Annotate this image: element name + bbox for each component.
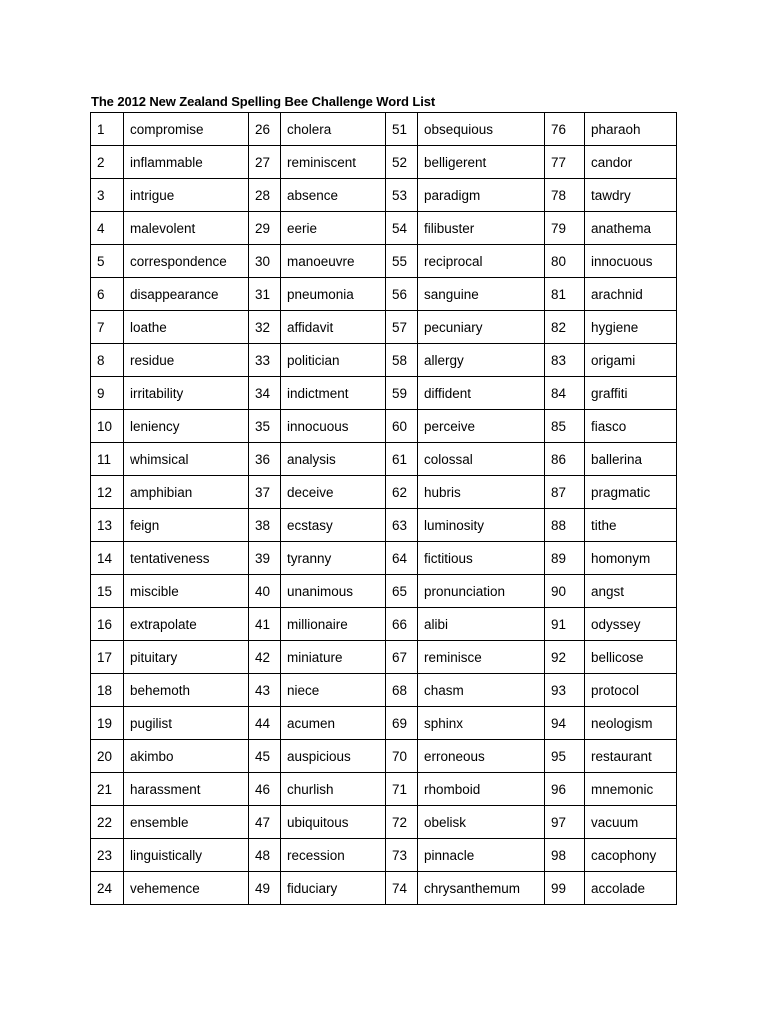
word-number-cell: 32 (249, 311, 281, 344)
word-cell: fictitious (418, 542, 545, 575)
word-cell: politician (281, 344, 386, 377)
word-cell: compromise (124, 113, 249, 146)
word-cell: intrigue (124, 179, 249, 212)
word-number-cell: 15 (91, 575, 124, 608)
word-number-cell: 88 (545, 509, 585, 542)
word-cell: graffiti (585, 377, 677, 410)
word-cell: extrapolate (124, 608, 249, 641)
word-number-cell: 74 (386, 872, 418, 905)
word-number-cell: 22 (91, 806, 124, 839)
word-cell: absence (281, 179, 386, 212)
word-number-cell: 48 (249, 839, 281, 872)
word-cell: churlish (281, 773, 386, 806)
word-cell: ecstasy (281, 509, 386, 542)
word-cell: pecuniary (418, 311, 545, 344)
word-cell: protocol (585, 674, 677, 707)
word-cell: cacophony (585, 839, 677, 872)
table-row (91, 245, 677, 278)
word-number-cell: 37 (249, 476, 281, 509)
word-cell: vehemence (124, 872, 249, 905)
word-cell: ballerina (585, 443, 677, 476)
table-row (91, 707, 677, 740)
word-cell: ubiquitous (281, 806, 386, 839)
word-cell: arachnid (585, 278, 677, 311)
word-number-cell: 31 (249, 278, 281, 311)
word-cell: pinnacle (418, 839, 545, 872)
word-number-cell: 77 (545, 146, 585, 179)
word-cell: neologism (585, 707, 677, 740)
word-cell: analysis (281, 443, 386, 476)
table-row (91, 146, 677, 179)
word-cell: harassment (124, 773, 249, 806)
word-cell: pituitary (124, 641, 249, 674)
word-cell: paradigm (418, 179, 545, 212)
table-row (91, 377, 677, 410)
word-cell: disappearance (124, 278, 249, 311)
word-number-cell: 69 (386, 707, 418, 740)
table-row (91, 740, 677, 773)
word-cell: millionaire (281, 608, 386, 641)
word-cell: anathema (585, 212, 677, 245)
word-number-cell: 80 (545, 245, 585, 278)
word-number-cell: 1 (91, 113, 124, 146)
word-number-cell: 76 (545, 113, 585, 146)
word-number-cell: 45 (249, 740, 281, 773)
word-number-cell: 52 (386, 146, 418, 179)
word-number-cell: 41 (249, 608, 281, 641)
word-number-cell: 68 (386, 674, 418, 707)
word-number-cell: 34 (249, 377, 281, 410)
word-number-cell: 43 (249, 674, 281, 707)
word-cell: reminiscent (281, 146, 386, 179)
word-number-cell: 8 (91, 344, 124, 377)
word-cell: filibuster (418, 212, 545, 245)
word-cell: akimbo (124, 740, 249, 773)
word-number-cell: 79 (545, 212, 585, 245)
word-cell: candor (585, 146, 677, 179)
word-number-cell: 7 (91, 311, 124, 344)
word-cell: tyranny (281, 542, 386, 575)
word-number-cell: 98 (545, 839, 585, 872)
word-cell: bellicose (585, 641, 677, 674)
word-cell: acumen (281, 707, 386, 740)
word-number-cell: 93 (545, 674, 585, 707)
word-cell: leniency (124, 410, 249, 443)
word-number-cell: 86 (545, 443, 585, 476)
word-cell: deceive (281, 476, 386, 509)
word-cell: tentativeness (124, 542, 249, 575)
word-cell: tawdry (585, 179, 677, 212)
word-number-cell: 23 (91, 839, 124, 872)
word-cell: allergy (418, 344, 545, 377)
word-number-cell: 73 (386, 839, 418, 872)
word-cell: chrysanthemum (418, 872, 545, 905)
word-number-cell: 9 (91, 377, 124, 410)
word-number-cell: 72 (386, 806, 418, 839)
word-number-cell: 30 (249, 245, 281, 278)
word-cell: recession (281, 839, 386, 872)
word-number-cell: 63 (386, 509, 418, 542)
word-cell: pharaoh (585, 113, 677, 146)
word-cell: obelisk (418, 806, 545, 839)
word-cell: perceive (418, 410, 545, 443)
table-row (91, 608, 677, 641)
word-cell: pragmatic (585, 476, 677, 509)
word-number-cell: 24 (91, 872, 124, 905)
word-number-cell: 81 (545, 278, 585, 311)
word-cell: restaurant (585, 740, 677, 773)
word-number-cell: 10 (91, 410, 124, 443)
word-number-cell: 51 (386, 113, 418, 146)
word-cell: auspicious (281, 740, 386, 773)
word-number-cell: 94 (545, 707, 585, 740)
word-cell: linguistically (124, 839, 249, 872)
word-number-cell: 39 (249, 542, 281, 575)
word-cell: mnemonic (585, 773, 677, 806)
word-cell: manoeuvre (281, 245, 386, 278)
table-row (91, 113, 677, 146)
table-row (91, 443, 677, 476)
word-number-cell: 29 (249, 212, 281, 245)
word-number-cell: 35 (249, 410, 281, 443)
word-number-cell: 46 (249, 773, 281, 806)
word-number-cell: 28 (249, 179, 281, 212)
word-cell: sanguine (418, 278, 545, 311)
word-cell: indictment (281, 377, 386, 410)
word-cell: homonym (585, 542, 677, 575)
table-row (91, 476, 677, 509)
word-cell: amphibian (124, 476, 249, 509)
word-cell: reminisce (418, 641, 545, 674)
word-cell: reciprocal (418, 245, 545, 278)
table-row (91, 542, 677, 575)
word-number-cell: 96 (545, 773, 585, 806)
word-number-cell: 17 (91, 641, 124, 674)
word-cell: feign (124, 509, 249, 542)
word-cell: pronunciation (418, 575, 545, 608)
word-number-cell: 26 (249, 113, 281, 146)
table-row (91, 179, 677, 212)
word-cell: hygiene (585, 311, 677, 344)
word-number-cell: 92 (545, 641, 585, 674)
word-cell: obsequious (418, 113, 545, 146)
word-cell: correspondence (124, 245, 249, 278)
word-number-cell: 59 (386, 377, 418, 410)
word-cell: hubris (418, 476, 545, 509)
word-number-cell: 20 (91, 740, 124, 773)
word-cell: eerie (281, 212, 386, 245)
word-cell: tithe (585, 509, 677, 542)
word-number-cell: 82 (545, 311, 585, 344)
table-row (91, 641, 677, 674)
table-row (91, 674, 677, 707)
word-number-cell: 89 (545, 542, 585, 575)
table-row (91, 278, 677, 311)
word-cell: odyssey (585, 608, 677, 641)
table-row (91, 212, 677, 245)
word-number-cell: 54 (386, 212, 418, 245)
word-cell: inflammable (124, 146, 249, 179)
table-row (91, 575, 677, 608)
word-number-cell: 16 (91, 608, 124, 641)
word-number-cell: 18 (91, 674, 124, 707)
word-number-cell: 66 (386, 608, 418, 641)
table-row (91, 410, 677, 443)
word-number-cell: 64 (386, 542, 418, 575)
word-number-cell: 70 (386, 740, 418, 773)
word-cell: vacuum (585, 806, 677, 839)
word-number-cell: 85 (545, 410, 585, 443)
word-number-cell: 60 (386, 410, 418, 443)
word-number-cell: 11 (91, 443, 124, 476)
word-cell: pugilist (124, 707, 249, 740)
word-number-cell: 14 (91, 542, 124, 575)
word-number-cell: 87 (545, 476, 585, 509)
word-number-cell: 53 (386, 179, 418, 212)
word-list-body (91, 113, 677, 905)
word-number-cell: 40 (249, 575, 281, 608)
word-number-cell: 4 (91, 212, 124, 245)
word-number-cell: 62 (386, 476, 418, 509)
word-number-cell: 36 (249, 443, 281, 476)
table-row (91, 509, 677, 542)
word-number-cell: 95 (545, 740, 585, 773)
word-number-cell: 91 (545, 608, 585, 641)
word-cell: unanimous (281, 575, 386, 608)
word-cell: whimsical (124, 443, 249, 476)
word-cell: fiduciary (281, 872, 386, 905)
word-cell: alibi (418, 608, 545, 641)
word-number-cell: 71 (386, 773, 418, 806)
word-number-cell: 97 (545, 806, 585, 839)
word-cell: behemoth (124, 674, 249, 707)
word-cell: miscible (124, 575, 249, 608)
word-number-cell: 21 (91, 773, 124, 806)
word-cell: accolade (585, 872, 677, 905)
word-number-cell: 78 (545, 179, 585, 212)
word-number-cell: 67 (386, 641, 418, 674)
word-cell: residue (124, 344, 249, 377)
word-cell: miniature (281, 641, 386, 674)
table-row (91, 773, 677, 806)
word-cell: cholera (281, 113, 386, 146)
word-number-cell: 56 (386, 278, 418, 311)
word-cell: sphinx (418, 707, 545, 740)
word-number-cell: 27 (249, 146, 281, 179)
table-row (91, 872, 677, 905)
word-number-cell: 19 (91, 707, 124, 740)
word-number-cell: 49 (249, 872, 281, 905)
word-cell: affidavit (281, 311, 386, 344)
word-cell: loathe (124, 311, 249, 344)
word-number-cell: 84 (545, 377, 585, 410)
word-cell: innocuous (585, 245, 677, 278)
word-cell: niece (281, 674, 386, 707)
word-number-cell: 13 (91, 509, 124, 542)
word-number-cell: 42 (249, 641, 281, 674)
word-cell: pneumonia (281, 278, 386, 311)
word-cell: ensemble (124, 806, 249, 839)
word-number-cell: 33 (249, 344, 281, 377)
word-cell: irritability (124, 377, 249, 410)
word-number-cell: 5 (91, 245, 124, 278)
word-number-cell: 65 (386, 575, 418, 608)
word-number-cell: 38 (249, 509, 281, 542)
word-cell: rhomboid (418, 773, 545, 806)
word-number-cell: 2 (91, 146, 124, 179)
word-list-table (90, 112, 677, 905)
word-cell: diffident (418, 377, 545, 410)
word-number-cell: 47 (249, 806, 281, 839)
word-number-cell: 6 (91, 278, 124, 311)
word-number-cell: 12 (91, 476, 124, 509)
document-title: The 2012 New Zealand Spelling Bee Challenge Word List (91, 94, 436, 109)
table-row (91, 806, 677, 839)
word-cell: innocuous (281, 410, 386, 443)
word-cell: luminosity (418, 509, 545, 542)
word-number-cell: 61 (386, 443, 418, 476)
word-cell: origami (585, 344, 677, 377)
word-number-cell: 44 (249, 707, 281, 740)
word-number-cell: 90 (545, 575, 585, 608)
word-cell: malevolent (124, 212, 249, 245)
word-number-cell: 83 (545, 344, 585, 377)
word-number-cell: 99 (545, 872, 585, 905)
word-cell: colossal (418, 443, 545, 476)
word-cell: belligerent (418, 146, 545, 179)
word-cell: angst (585, 575, 677, 608)
word-number-cell: 57 (386, 311, 418, 344)
table-row (91, 839, 677, 872)
word-cell: erroneous (418, 740, 545, 773)
word-cell: fiasco (585, 410, 677, 443)
table-row (91, 344, 677, 377)
word-number-cell: 58 (386, 344, 418, 377)
word-number-cell: 55 (386, 245, 418, 278)
table-row (91, 311, 677, 344)
word-cell: chasm (418, 674, 545, 707)
word-number-cell: 3 (91, 179, 124, 212)
